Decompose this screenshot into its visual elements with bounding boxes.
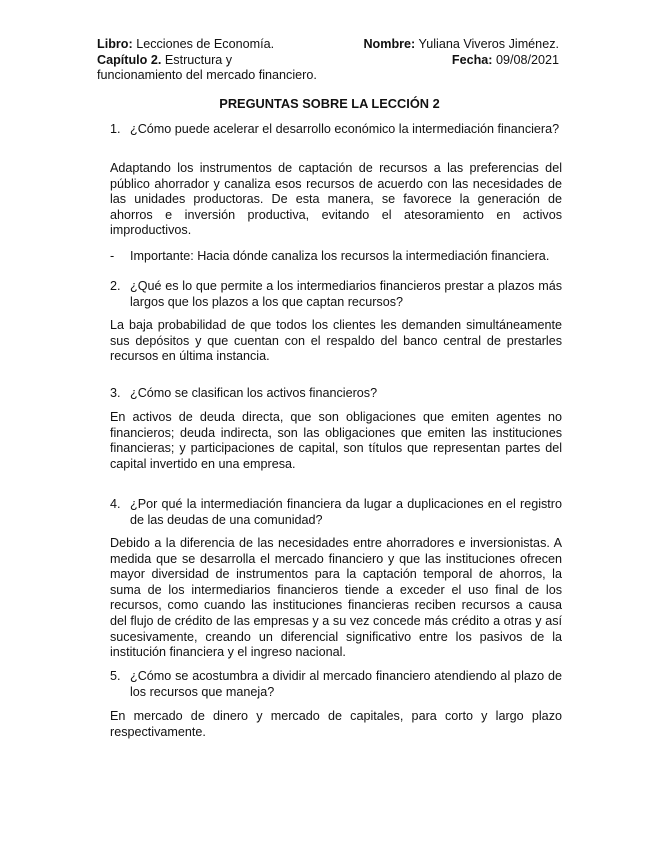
question-2 (110, 279, 562, 310)
question-text: ¿Cómo se acostumbra a dividir al mercado financiero atendiendo al plazo de los recursos que maneja? (130, 669, 562, 699)
name-value: Yuliana Viveros Jiménez. (418, 37, 559, 51)
question-text: ¿Cómo puede acelerar el desarrollo económico la intermediación financiera? (130, 122, 560, 136)
question-number: 1. (110, 122, 121, 136)
chapter-line (97, 53, 337, 69)
question-text: ¿Cómo se clasifican los activos financieros? (130, 386, 378, 400)
question-text: ¿Qué es lo que permite a los intermediarios financieros prestar a plazos más largos que los plazos a los que captan recursos? (130, 279, 562, 309)
header-left (97, 37, 337, 84)
book-label: Libro: (97, 37, 133, 51)
question-5 (110, 669, 562, 700)
question-number: 4. (110, 497, 121, 511)
chapter-value-line1: Estructura y (164, 52, 233, 67)
header-right (357, 37, 559, 68)
date-value: 09/08/2021 (495, 52, 559, 67)
question-number: 2. (110, 279, 121, 293)
note-dash: - (110, 249, 115, 263)
note-1 (110, 249, 562, 265)
page-title: PREGUNTAS SOBRE LA LECCIÓN 2 (219, 96, 440, 111)
question-number: 3. (110, 386, 121, 400)
answer-2: La baja probabilidad de que todos los clientes les demanden simultáneamente sus depósitos y que cuentan con el respaldo del banco central de prestarles recursos en última instancia. (110, 318, 562, 364)
answer-3: En activos de deuda directa, que son obligaciones que emiten agentes no financieros; deuda indirecta, son las obligaciones que emiten las instituciones financieras; y participaciones de capital, son títulos que representan partes del capital invertido en una empresa. (110, 410, 562, 471)
question-text: ¿Por qué la intermediación financiera da lugar a duplicaciones en el registro de las deudas de una comunidad? (130, 497, 562, 527)
date-line (357, 53, 559, 69)
question-number: 5. (110, 669, 121, 683)
answer-1: Adaptando los instrumentos de captación de recursos a las preferencias del público ahorrador y canaliza esos recursos de acuerdo con las necesidades de las unidades productoras. De esta manera, se favorece la generación de ahorros e inversión productiva, evitando el atesoramiento en activos improductivos. (110, 161, 562, 238)
question-3 (110, 386, 562, 402)
name-label: Nombre: (363, 37, 416, 51)
name-line (357, 37, 559, 53)
answer-4: Debido a la diferencia de las necesidades entre ahorradores e inversionistas. A medida que se desarrolla el mercado financiero y que las instituciones ofrecen mayor diversidad de instrumentos para la captación temporal de ahorros, la suma de los intermediarios financieros tiende a exceder el uso final de los recursos, como cuando las instituciones financieras reciben recursos a causa del flujo de crédito de las empresas y a su vez concede más crédito a otras y así sucesivamente, creando un diferencial significativo entre los pasivos de la institución financiera y el ingreso nacional. (110, 536, 562, 660)
question-4 (110, 497, 562, 528)
book-line (97, 37, 337, 53)
book-value: Lecciones de Economía. (136, 37, 275, 51)
date-label: Fecha: (451, 52, 493, 67)
question-1 (110, 122, 562, 138)
note-text: Importante: Hacia dónde canaliza los recursos la intermediación financiera. (130, 249, 550, 263)
chapter-value-line2: funcionamiento del mercado financiero. (97, 68, 317, 83)
chapter-label: Capítulo 2. (97, 52, 162, 67)
answer-5: En mercado de dinero y mercado de capitales, para corto y largo plazo respectivamente. (110, 709, 562, 739)
